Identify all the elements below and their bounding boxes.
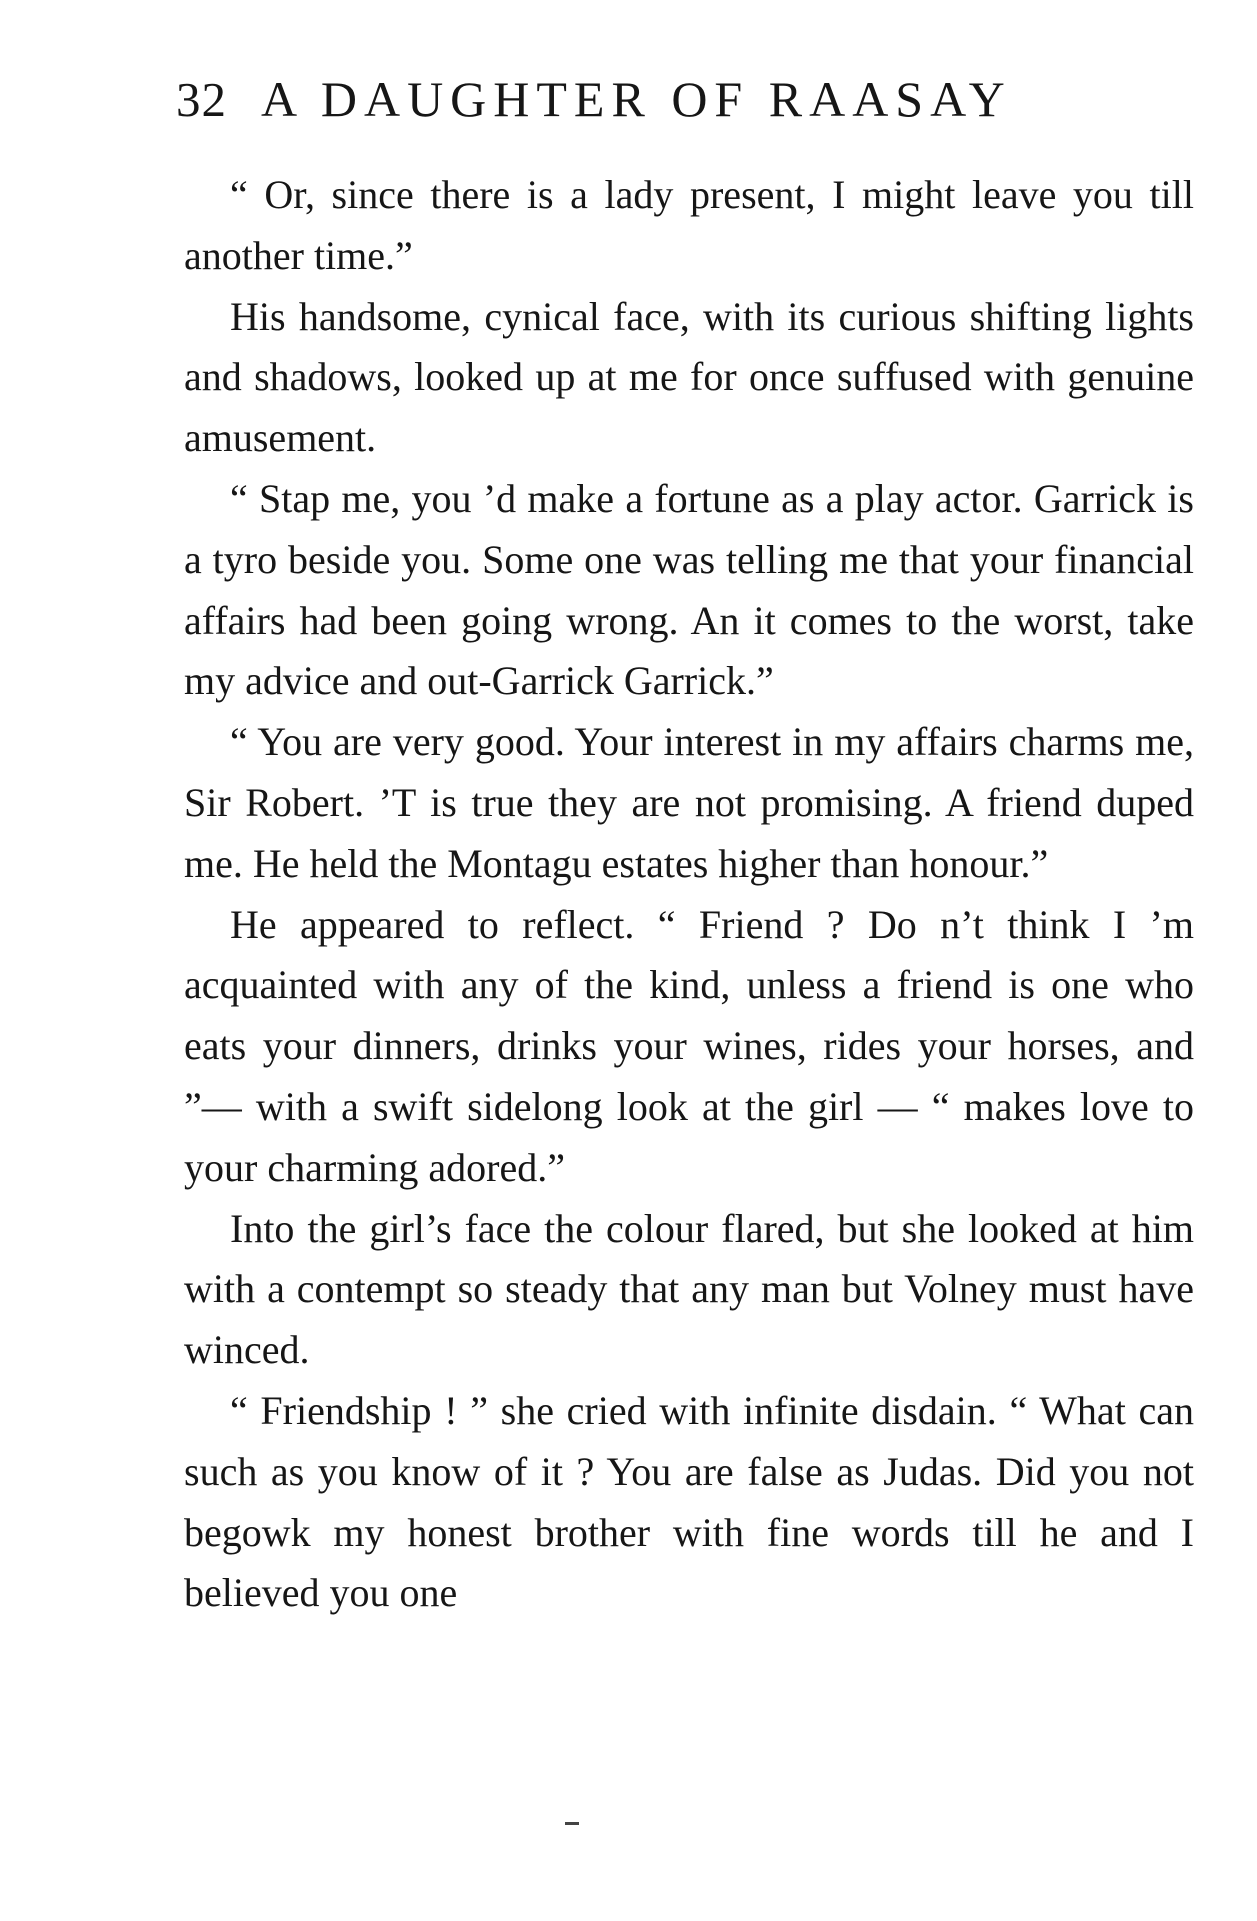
paragraph-3: “ Stap me, you ’d make a fortune as a play actor. Garrick is a tyro beside you. Some one was telling me that your financial affairs had been going wrong. An it comes to the worst, take my advice and out-Garrick Garrick.”	[184, 475, 1194, 704]
footer-ink-mark	[565, 1822, 579, 1825]
book-title: A DAUGHTER OF RAASAY	[261, 71, 1012, 127]
paragraph-6: Into the girl’s face the colour flared, but she looked at him with a contempt so steady that any man but Volney must have winced.	[184, 1205, 1194, 1373]
paragraph-5: He appeared to reflect. “ Friend ? Do n’t think I ’m acquainted with any of the kind, unless a friend is one who eats your dinners, drinks your wines, rides your horses, and ”— with a swift sidelong look at the girl — “ makes love to your charming adored.”	[184, 901, 1194, 1190]
paragraph-4: “ You are very good. Your interest in my affairs charms me, Sir Robert. ’T is true they are not promising. A friend duped me. He held the Montagu estates higher than honour.”	[184, 719, 1194, 886]
paragraph-7: “ Friendship ! ” she cried with infinite disdain. “ What can such as you know of it ? You are false as Judas. Did you not begowk my honest brother with fine words till he and I believed you one	[184, 1387, 1194, 1616]
page-number: 32	[176, 72, 227, 127]
paragraph-2: His handsome, cynical face, with its curious shifting lights and shadows, looked up at me for once suffused with genuine amusement.	[184, 293, 1194, 461]
running-head	[176, 70, 1196, 140]
body-text	[184, 165, 1194, 1624]
paragraph-1: “ Or, since there is a lady present, I might leave you till another time.”	[184, 172, 1194, 278]
